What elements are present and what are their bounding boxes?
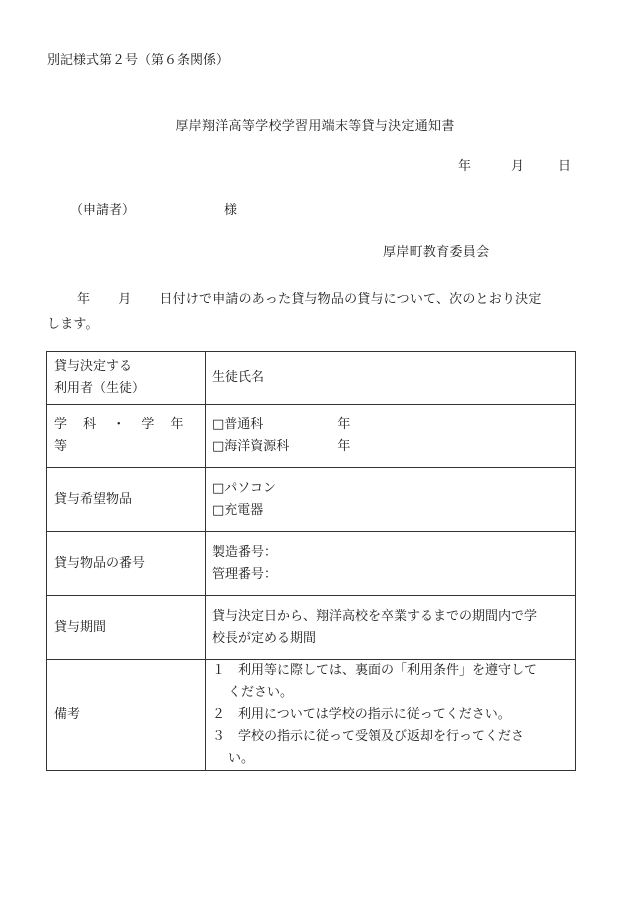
row-label-number: 貸与物品の番号 [47, 532, 206, 596]
table-row [47, 405, 576, 468]
body-year: 年 [77, 292, 91, 307]
management-number-label: 管理番号： [212, 566, 278, 582]
course-general: 普通科 [224, 417, 264, 432]
body-text-line2: します。 [47, 317, 99, 332]
date-line [458, 155, 571, 174]
grade-suffix: 年 [337, 417, 351, 432]
loan-decision-table [46, 351, 576, 771]
remark-1: １ 利用等に際しては、裏面の「利用条件」を遵守して [212, 663, 538, 678]
form-number: 別記様式第２号（第６条関係） [47, 53, 230, 68]
number-cell [206, 532, 576, 596]
row-label-period: 貸与期間 [47, 596, 206, 660]
table-row [47, 352, 576, 405]
table-row [47, 468, 576, 532]
checkbox-icon[interactable]: □ [212, 417, 225, 432]
date-month: 月 [511, 159, 525, 174]
remark-3: ３ 学校の指示に従って受領及び返却を行ってくださ [212, 729, 525, 744]
row-label-items: 貸与希望物品 [47, 468, 206, 532]
row-label-remarks: 備考 [47, 660, 206, 771]
row-label-user: 貸与決定する 利用者（生徒） [47, 352, 206, 405]
serial-number-label: 製造番号： [212, 544, 278, 560]
grade-suffix: 年 [337, 439, 351, 454]
applicant-label: （申請者） [70, 203, 136, 218]
item-charger: 充電器 [224, 502, 264, 518]
remark-2: ２ 利用については学校の指示に従ってください。 [212, 707, 511, 722]
remarks-cell [206, 660, 576, 771]
document-title: 厚岸翔洋高等学校学習用端末等貸与決定通知書 [175, 119, 455, 134]
remark-1-cont: ください。 [228, 685, 294, 700]
notice-body [47, 287, 587, 337]
table-row [47, 596, 576, 660]
checkbox-icon[interactable]: □ [212, 480, 225, 496]
items-cell [206, 468, 576, 532]
checkbox-icon[interactable]: □ [212, 502, 225, 518]
item-pc: パソコン [224, 480, 277, 496]
student-name-cell: 生徒氏名 [206, 352, 576, 405]
body-month: 月 [118, 292, 132, 307]
remark-3-cont: い。 [228, 751, 255, 766]
course-marine: 海洋資源科 [224, 439, 290, 454]
issuer-name: 厚岸町教育委員会 [383, 245, 490, 260]
honorific-sama: 様 [224, 203, 238, 218]
checkbox-icon[interactable]: □ [212, 439, 225, 454]
date-year: 年 [458, 159, 472, 174]
period-cell: 貸与決定日から、翔洋高校を卒業するまでの期間内で学 校長が定める期間 [206, 596, 576, 660]
row-label-course: 学 科 ・ 学 年 等 [47, 405, 206, 468]
body-text-line1: 日付けで申請のあった貸与物品の貸与について、次のとおり決定 [159, 292, 542, 307]
course-cell [206, 405, 576, 468]
table-row [47, 660, 576, 771]
table-row [47, 532, 576, 596]
date-day: 日 [558, 159, 572, 174]
